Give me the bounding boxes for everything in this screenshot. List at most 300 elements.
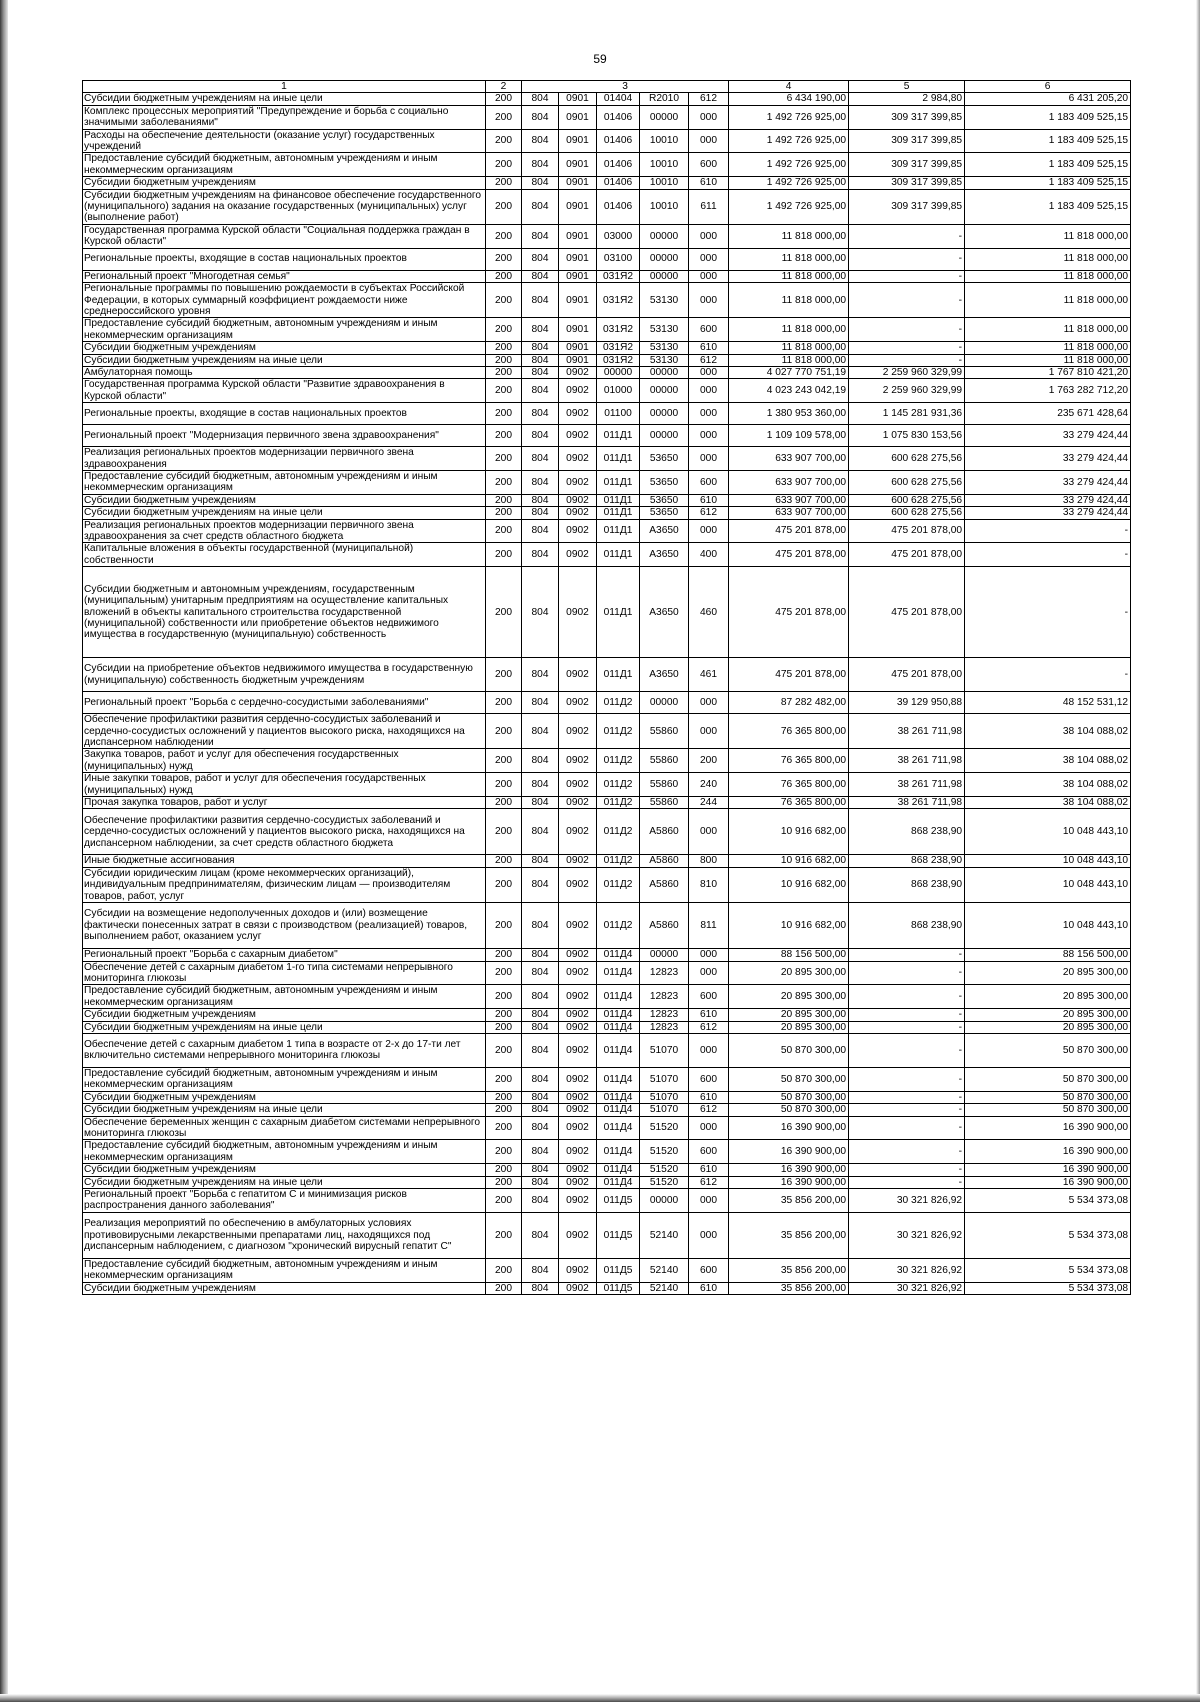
row-code-grbs: 200 bbox=[486, 283, 522, 318]
row-amount-planned: 50 870 300,00 bbox=[729, 1091, 849, 1103]
row-amount-remaining: 16 390 900,00 bbox=[965, 1116, 1131, 1140]
table-row bbox=[83, 366, 1131, 378]
row-code-804: 804 bbox=[522, 1009, 559, 1021]
table-row bbox=[83, 105, 1131, 129]
row-code-program: 01000 bbox=[597, 379, 640, 403]
table-row bbox=[83, 379, 1131, 403]
row-amount-planned: 475 201 878,00 bbox=[729, 519, 849, 543]
row-code-direction: 00000 bbox=[640, 366, 689, 378]
row-amount-executed: - bbox=[849, 1021, 965, 1033]
row-code-direction: 55860 bbox=[640, 797, 689, 809]
row-code-program: 031Я2 bbox=[597, 318, 640, 342]
row-code-804: 804 bbox=[522, 379, 559, 403]
row-name: Субсидии бюджетным учреждениям на иные цели bbox=[83, 93, 486, 105]
row-name: Государственная программа Курской области "Социальная поддержка граждан в Курской области" bbox=[83, 224, 486, 248]
row-name: Субсидии бюджетным учреждениям bbox=[83, 1091, 486, 1103]
row-code-804: 804 bbox=[522, 507, 559, 519]
row-code-direction: 12823 bbox=[640, 1009, 689, 1021]
row-code-section: 0902 bbox=[559, 809, 597, 855]
row-name: Субсидии на приобретение объектов недвижимого имущества в государственную (муниципальную) собственность бюджетным учреждениям bbox=[83, 658, 486, 692]
row-amount-executed: 600 628 275,56 bbox=[849, 447, 965, 471]
row-code-grbs: 200 bbox=[486, 985, 522, 1009]
row-amount-remaining: 38 104 088,02 bbox=[965, 714, 1131, 749]
row-amount-remaining: 1 763 282 712,20 bbox=[965, 379, 1131, 403]
scan-edge-left bbox=[0, 0, 8, 1702]
row-code-program: 011Д4 bbox=[597, 1067, 640, 1091]
row-code-section: 0902 bbox=[559, 507, 597, 519]
row-code-section: 0902 bbox=[559, 692, 597, 714]
row-code-804: 804 bbox=[522, 470, 559, 494]
row-code-type: 000 bbox=[689, 366, 729, 378]
row-amount-planned: 633 907 700,00 bbox=[729, 494, 849, 506]
row-code-grbs: 200 bbox=[486, 855, 522, 867]
row-code-grbs: 200 bbox=[486, 1021, 522, 1033]
row-name: Обеспечение беременных женщин с сахарным диабетом системами непрерывного мониторинга глюкозы bbox=[83, 1116, 486, 1140]
row-code-direction: 51520 bbox=[640, 1176, 689, 1188]
row-code-direction: 12823 bbox=[640, 985, 689, 1009]
row-code-804: 804 bbox=[522, 903, 559, 949]
row-code-type: 461 bbox=[689, 658, 729, 692]
row-code-program: 011Д1 bbox=[597, 519, 640, 543]
row-amount-planned: 1 492 726 925,00 bbox=[729, 153, 849, 177]
row-code-direction: 53130 bbox=[640, 318, 689, 342]
row-code-program: 031Я2 bbox=[597, 270, 640, 282]
table-row bbox=[83, 403, 1131, 425]
row-amount-planned: 1 380 953 360,00 bbox=[729, 403, 849, 425]
row-amount-remaining: 5 534 373,08 bbox=[965, 1189, 1131, 1213]
row-code-grbs: 200 bbox=[486, 903, 522, 949]
row-code-804: 804 bbox=[522, 1091, 559, 1103]
row-amount-remaining: 88 156 500,00 bbox=[965, 949, 1131, 961]
row-name: Субсидии бюджетным учреждениям на иные цели bbox=[83, 507, 486, 519]
row-amount-planned: 50 870 300,00 bbox=[729, 1104, 849, 1116]
row-code-direction: 00000 bbox=[640, 425, 689, 447]
row-amount-remaining: 38 104 088,02 bbox=[965, 749, 1131, 773]
table-row bbox=[83, 949, 1131, 961]
row-code-direction: А5860 bbox=[640, 903, 689, 949]
row-code-section: 0902 bbox=[559, 1067, 597, 1091]
row-amount-executed: 475 201 878,00 bbox=[849, 543, 965, 567]
row-amount-remaining: 33 279 424,44 bbox=[965, 494, 1131, 506]
row-code-grbs: 200 bbox=[486, 270, 522, 282]
row-code-direction: 00000 bbox=[640, 248, 689, 270]
budget-table bbox=[82, 80, 1131, 1295]
row-code-direction: 12823 bbox=[640, 961, 689, 985]
row-amount-planned: 633 907 700,00 bbox=[729, 447, 849, 471]
row-amount-remaining: 10 048 443,10 bbox=[965, 867, 1131, 902]
table-row bbox=[83, 658, 1131, 692]
row-code-direction: 55860 bbox=[640, 749, 689, 773]
row-code-direction: 00000 bbox=[640, 105, 689, 129]
row-code-grbs: 200 bbox=[486, 248, 522, 270]
table-row bbox=[83, 1104, 1131, 1116]
row-code-section: 0902 bbox=[559, 714, 597, 749]
row-code-804: 804 bbox=[522, 985, 559, 1009]
table-header-row bbox=[83, 81, 1131, 93]
table-row bbox=[83, 809, 1131, 855]
row-amount-executed: 1 075 830 153,56 bbox=[849, 425, 965, 447]
row-name: Региональные проекты, входящие в состав национальных проектов bbox=[83, 248, 486, 270]
row-amount-planned: 11 818 000,00 bbox=[729, 318, 849, 342]
table-row bbox=[83, 543, 1131, 567]
row-amount-planned: 20 895 300,00 bbox=[729, 1009, 849, 1021]
row-amount-remaining: 11 818 000,00 bbox=[965, 283, 1131, 318]
row-code-section: 0902 bbox=[559, 1189, 597, 1213]
row-code-804: 804 bbox=[522, 1282, 559, 1294]
row-amount-remaining: 16 390 900,00 bbox=[965, 1176, 1131, 1188]
row-amount-remaining: 1 183 409 525,15 bbox=[965, 153, 1131, 177]
row-code-type: 600 bbox=[689, 318, 729, 342]
row-code-program: 031Я2 bbox=[597, 342, 640, 354]
row-code-direction: 00000 bbox=[640, 224, 689, 248]
row-name: Реализация региональных проектов модернизации первичного звена здравоохранения bbox=[83, 447, 486, 471]
row-code-type: 610 bbox=[689, 1164, 729, 1176]
row-code-804: 804 bbox=[522, 749, 559, 773]
row-amount-remaining: 1 183 409 525,15 bbox=[965, 177, 1131, 189]
row-amount-remaining: 50 870 300,00 bbox=[965, 1091, 1131, 1103]
row-amount-executed: - bbox=[849, 283, 965, 318]
row-code-type: 610 bbox=[689, 494, 729, 506]
table-row bbox=[83, 1212, 1131, 1258]
row-code-804: 804 bbox=[522, 961, 559, 985]
row-amount-planned: 4 027 770 751,19 bbox=[729, 366, 849, 378]
row-name: Субсидии бюджетным учреждениям bbox=[83, 177, 486, 189]
row-code-section: 0902 bbox=[559, 1212, 597, 1258]
row-code-direction: 53650 bbox=[640, 470, 689, 494]
row-code-direction: 52140 bbox=[640, 1282, 689, 1294]
row-code-program: 011Д2 bbox=[597, 692, 640, 714]
header-col-3: 3 bbox=[522, 81, 729, 93]
row-code-type: 000 bbox=[689, 283, 729, 318]
row-code-program: 01404 bbox=[597, 93, 640, 105]
row-code-type: 612 bbox=[689, 93, 729, 105]
row-amount-executed: - bbox=[849, 354, 965, 366]
row-code-type: 612 bbox=[689, 354, 729, 366]
row-code-section: 0901 bbox=[559, 318, 597, 342]
row-code-section: 0902 bbox=[559, 658, 597, 692]
row-amount-planned: 35 856 200,00 bbox=[729, 1189, 849, 1213]
row-code-type: 000 bbox=[689, 1212, 729, 1258]
table-row bbox=[83, 519, 1131, 543]
row-code-section: 0902 bbox=[559, 366, 597, 378]
row-name: Реализация мероприятий по обеспечению в амбулаторных условиях противовирусными лекарственными препаратами лиц, находящихся под диспансерным наблюдением, с диагнозом "хронический вирусный гепатит С" bbox=[83, 1212, 486, 1258]
row-code-direction: 53130 bbox=[640, 283, 689, 318]
table-row bbox=[83, 507, 1131, 519]
row-amount-executed: 38 261 711,98 bbox=[849, 773, 965, 797]
row-amount-executed: 1 145 281 931,36 bbox=[849, 403, 965, 425]
row-code-804: 804 bbox=[522, 366, 559, 378]
row-amount-remaining: 1 183 409 525,15 bbox=[965, 189, 1131, 224]
row-amount-executed: 475 201 878,00 bbox=[849, 658, 965, 692]
row-code-section: 0902 bbox=[559, 543, 597, 567]
row-code-804: 804 bbox=[522, 1176, 559, 1188]
table-row bbox=[83, 447, 1131, 471]
table-row bbox=[83, 1091, 1131, 1103]
row-code-type: 000 bbox=[689, 379, 729, 403]
row-code-type: 000 bbox=[689, 1033, 729, 1067]
table-row bbox=[83, 318, 1131, 342]
row-code-program: 011Д4 bbox=[597, 1164, 640, 1176]
row-amount-executed: - bbox=[849, 985, 965, 1009]
row-amount-remaining: 33 279 424,44 bbox=[965, 470, 1131, 494]
row-code-direction: 53650 bbox=[640, 507, 689, 519]
row-code-program: 011Д5 bbox=[597, 1258, 640, 1282]
row-amount-planned: 10 916 682,00 bbox=[729, 903, 849, 949]
row-amount-remaining: 20 895 300,00 bbox=[965, 985, 1131, 1009]
row-name: Субсидии на возмещение недополученных доходов и (или) возмещение фактически понесенных затрат в связи с производством (реализацией) товаров, выполнением работ, оказанием услуг bbox=[83, 903, 486, 949]
row-code-grbs: 200 bbox=[486, 1189, 522, 1213]
row-code-grbs: 200 bbox=[486, 1212, 522, 1258]
row-code-grbs: 200 bbox=[486, 961, 522, 985]
row-code-804: 804 bbox=[522, 519, 559, 543]
table-row bbox=[83, 189, 1131, 224]
row-code-direction: 53650 bbox=[640, 447, 689, 471]
row-amount-remaining: - bbox=[965, 567, 1131, 658]
row-amount-executed: - bbox=[849, 224, 965, 248]
row-code-program: 011Д2 bbox=[597, 855, 640, 867]
row-code-type: 000 bbox=[689, 129, 729, 153]
row-amount-planned: 475 201 878,00 bbox=[729, 567, 849, 658]
row-code-grbs: 200 bbox=[486, 403, 522, 425]
row-name: Субсидии бюджетным учреждениям bbox=[83, 1282, 486, 1294]
row-amount-remaining: 20 895 300,00 bbox=[965, 1009, 1131, 1021]
row-name: Обеспечение профилактики развития сердечно-сосудистых заболеваний и сердечно-сосудистых осложнений у пациентов высокого риска, находящихся на диспансерном наблюдении bbox=[83, 714, 486, 749]
row-amount-executed: - bbox=[849, 1009, 965, 1021]
row-code-section: 0901 bbox=[559, 105, 597, 129]
row-code-grbs: 200 bbox=[486, 470, 522, 494]
row-amount-planned: 50 870 300,00 bbox=[729, 1033, 849, 1067]
row-amount-planned: 10 916 682,00 bbox=[729, 855, 849, 867]
row-amount-executed: 309 317 399,85 bbox=[849, 129, 965, 153]
row-amount-executed: - bbox=[849, 1091, 965, 1103]
row-amount-planned: 76 365 800,00 bbox=[729, 749, 849, 773]
row-name: Государственная программа Курской области "Развитие здравоохранения в Курской области" bbox=[83, 379, 486, 403]
row-code-type: 612 bbox=[689, 507, 729, 519]
row-code-grbs: 200 bbox=[486, 342, 522, 354]
row-code-grbs: 200 bbox=[486, 379, 522, 403]
row-code-type: 600 bbox=[689, 1258, 729, 1282]
row-name: Обеспечение профилактики развития сердечно-сосудистых заболеваний и сердечно-сосудистых осложнений у пациентов высокого риска, находящихся на диспансерном наблюдении, за счет средств областного бюджета bbox=[83, 809, 486, 855]
row-amount-planned: 50 870 300,00 bbox=[729, 1067, 849, 1091]
row-name: Амбулаторная помощь bbox=[83, 366, 486, 378]
row-code-program: 011Д1 bbox=[597, 494, 640, 506]
row-amount-remaining: 50 870 300,00 bbox=[965, 1104, 1131, 1116]
row-amount-executed: 309 317 399,85 bbox=[849, 189, 965, 224]
row-code-type: 000 bbox=[689, 224, 729, 248]
row-code-section: 0901 bbox=[559, 354, 597, 366]
row-amount-executed: 2 259 960 329,99 bbox=[849, 379, 965, 403]
row-code-direction: 51070 bbox=[640, 1091, 689, 1103]
row-code-direction: 00000 bbox=[640, 1189, 689, 1213]
row-amount-executed: - bbox=[849, 1067, 965, 1091]
row-code-804: 804 bbox=[522, 1212, 559, 1258]
row-code-grbs: 200 bbox=[486, 153, 522, 177]
row-amount-remaining: 1 767 810 421,20 bbox=[965, 366, 1131, 378]
row-amount-remaining: 5 534 373,08 bbox=[965, 1282, 1131, 1294]
row-code-program: 01406 bbox=[597, 177, 640, 189]
row-code-804: 804 bbox=[522, 425, 559, 447]
row-amount-planned: 633 907 700,00 bbox=[729, 507, 849, 519]
row-code-grbs: 200 bbox=[486, 1091, 522, 1103]
row-amount-remaining: 11 818 000,00 bbox=[965, 270, 1131, 282]
row-code-program: 011Д4 bbox=[597, 1104, 640, 1116]
row-amount-remaining: 38 104 088,02 bbox=[965, 797, 1131, 809]
table-row bbox=[83, 867, 1131, 902]
row-code-804: 804 bbox=[522, 318, 559, 342]
row-code-type: 000 bbox=[689, 248, 729, 270]
row-code-program: 03000 bbox=[597, 224, 640, 248]
row-code-type: 000 bbox=[689, 447, 729, 471]
row-code-direction: А3650 bbox=[640, 543, 689, 567]
row-code-program: 01100 bbox=[597, 403, 640, 425]
row-code-direction: 51070 bbox=[640, 1104, 689, 1116]
row-code-program: 01406 bbox=[597, 105, 640, 129]
row-code-804: 804 bbox=[522, 543, 559, 567]
row-code-grbs: 200 bbox=[486, 354, 522, 366]
row-name: Субсидии бюджетным учреждениям bbox=[83, 342, 486, 354]
row-amount-planned: 16 390 900,00 bbox=[729, 1176, 849, 1188]
row-amount-executed: - bbox=[849, 1164, 965, 1176]
row-code-804: 804 bbox=[522, 1033, 559, 1067]
row-name: Региональные проекты, входящие в состав национальных проектов bbox=[83, 403, 486, 425]
row-code-grbs: 200 bbox=[486, 93, 522, 105]
row-amount-remaining: 10 048 443,10 bbox=[965, 809, 1131, 855]
table-row bbox=[83, 494, 1131, 506]
row-name: Субсидии бюджетным учреждениям на иные цели bbox=[83, 1021, 486, 1033]
row-code-grbs: 200 bbox=[486, 507, 522, 519]
row-code-section: 0902 bbox=[559, 949, 597, 961]
row-code-program: 011Д1 bbox=[597, 425, 640, 447]
row-code-804: 804 bbox=[522, 494, 559, 506]
row-name: Субсидии бюджетным учреждениям bbox=[83, 1164, 486, 1176]
row-code-section: 0902 bbox=[559, 494, 597, 506]
row-amount-remaining: - bbox=[965, 543, 1131, 567]
table-row bbox=[83, 1021, 1131, 1033]
row-name: Предоставление субсидий бюджетным, автономным учреждениям и иным некоммерческим организациям bbox=[83, 1258, 486, 1282]
row-name: Субсидии бюджетным учреждениям bbox=[83, 1009, 486, 1021]
row-code-type: 000 bbox=[689, 105, 729, 129]
row-amount-planned: 35 856 200,00 bbox=[729, 1282, 849, 1294]
row-code-type: 612 bbox=[689, 1104, 729, 1116]
row-code-section: 0901 bbox=[559, 342, 597, 354]
row-amount-remaining: 38 104 088,02 bbox=[965, 773, 1131, 797]
row-amount-planned: 1 492 726 925,00 bbox=[729, 177, 849, 189]
row-amount-planned: 35 856 200,00 bbox=[729, 1212, 849, 1258]
row-amount-executed: 2 984,80 bbox=[849, 93, 965, 105]
row-code-section: 0902 bbox=[559, 425, 597, 447]
row-amount-planned: 11 818 000,00 bbox=[729, 270, 849, 282]
row-code-type: 000 bbox=[689, 403, 729, 425]
row-name: Иные закупки товаров, работ и услуг для обеспечения государственных (муниципальных) нужд bbox=[83, 773, 486, 797]
row-amount-planned: 16 390 900,00 bbox=[729, 1164, 849, 1176]
row-code-804: 804 bbox=[522, 867, 559, 902]
row-amount-executed: - bbox=[849, 342, 965, 354]
table-row bbox=[83, 1282, 1131, 1294]
row-amount-planned: 10 916 682,00 bbox=[729, 867, 849, 902]
row-code-grbs: 200 bbox=[486, 1104, 522, 1116]
row-code-type: 200 bbox=[689, 749, 729, 773]
table-row bbox=[83, 93, 1131, 105]
row-amount-planned: 20 895 300,00 bbox=[729, 1021, 849, 1033]
header-col-5: 5 bbox=[849, 81, 965, 93]
row-code-type: 460 bbox=[689, 567, 729, 658]
row-code-program: 011Д1 bbox=[597, 543, 640, 567]
row-code-program: 011Д4 bbox=[597, 985, 640, 1009]
row-code-program: 011Д1 bbox=[597, 447, 640, 471]
row-code-type: 810 bbox=[689, 867, 729, 902]
row-code-program: 01406 bbox=[597, 153, 640, 177]
row-code-program: 01406 bbox=[597, 189, 640, 224]
row-code-section: 0901 bbox=[559, 153, 597, 177]
row-code-direction: 00000 bbox=[640, 692, 689, 714]
row-code-program: 011Д1 bbox=[597, 567, 640, 658]
row-amount-remaining: 5 534 373,08 bbox=[965, 1258, 1131, 1282]
row-code-type: 000 bbox=[689, 425, 729, 447]
row-code-804: 804 bbox=[522, 692, 559, 714]
row-code-type: 600 bbox=[689, 1067, 729, 1091]
row-amount-executed: - bbox=[849, 1104, 965, 1116]
row-amount-remaining: 1 183 409 525,15 bbox=[965, 129, 1131, 153]
row-amount-executed: 38 261 711,98 bbox=[849, 797, 965, 809]
row-name: Субсидии бюджетным учреждениям на финансовое обеспечение государственного (муниципального) задания на оказание государственных (муниципальных) услуг (выполнение работ) bbox=[83, 189, 486, 224]
row-name: Предоставление субсидий бюджетным, автономным учреждениям и иным некоммерческим организациям bbox=[83, 985, 486, 1009]
row-code-direction: 10010 bbox=[640, 153, 689, 177]
row-code-section: 0902 bbox=[559, 470, 597, 494]
row-code-program: 011Д2 bbox=[597, 903, 640, 949]
row-code-grbs: 200 bbox=[486, 366, 522, 378]
row-amount-planned: 11 818 000,00 bbox=[729, 354, 849, 366]
row-code-804: 804 bbox=[522, 773, 559, 797]
table-row bbox=[83, 1176, 1131, 1188]
row-code-section: 0901 bbox=[559, 283, 597, 318]
row-amount-remaining: 48 152 531,12 bbox=[965, 692, 1131, 714]
row-amount-executed: - bbox=[849, 1140, 965, 1164]
row-amount-planned: 475 201 878,00 bbox=[729, 658, 849, 692]
row-code-direction: 55860 bbox=[640, 714, 689, 749]
row-amount-remaining: - bbox=[965, 658, 1131, 692]
row-name: Обеспечение детей с сахарным диабетом 1-го типа системами непрерывного мониторинга глюкозы bbox=[83, 961, 486, 985]
row-amount-remaining: 1 183 409 525,15 bbox=[965, 105, 1131, 129]
row-amount-remaining: 11 818 000,00 bbox=[965, 224, 1131, 248]
row-code-804: 804 bbox=[522, 1258, 559, 1282]
row-code-grbs: 200 bbox=[486, 543, 522, 567]
row-code-section: 0902 bbox=[559, 903, 597, 949]
table-row bbox=[83, 961, 1131, 985]
row-code-type: 800 bbox=[689, 855, 729, 867]
row-code-direction: 10010 bbox=[640, 189, 689, 224]
row-name: Региональный проект "Многодетная семья" bbox=[83, 270, 486, 282]
row-code-direction: А5860 bbox=[640, 855, 689, 867]
row-code-804: 804 bbox=[522, 354, 559, 366]
row-code-direction: 00000 bbox=[640, 270, 689, 282]
row-code-direction: 10010 bbox=[640, 129, 689, 153]
row-code-type: 610 bbox=[689, 177, 729, 189]
row-code-direction: 00000 bbox=[640, 949, 689, 961]
row-code-direction: А5860 bbox=[640, 809, 689, 855]
row-amount-executed: 868 238,90 bbox=[849, 867, 965, 902]
row-code-804: 804 bbox=[522, 270, 559, 282]
row-code-section: 0902 bbox=[559, 1282, 597, 1294]
table-row bbox=[83, 567, 1131, 658]
row-code-direction: 53130 bbox=[640, 342, 689, 354]
row-amount-remaining: 33 279 424,44 bbox=[965, 447, 1131, 471]
row-code-program: 011Д2 bbox=[597, 749, 640, 773]
row-code-program: 011Д4 bbox=[597, 1140, 640, 1164]
table-row bbox=[83, 354, 1131, 366]
table-row bbox=[83, 1164, 1131, 1176]
row-name: Предоставление субсидий бюджетным, автономным учреждениям и иным некоммерческим организациям bbox=[83, 318, 486, 342]
row-code-section: 0902 bbox=[559, 961, 597, 985]
